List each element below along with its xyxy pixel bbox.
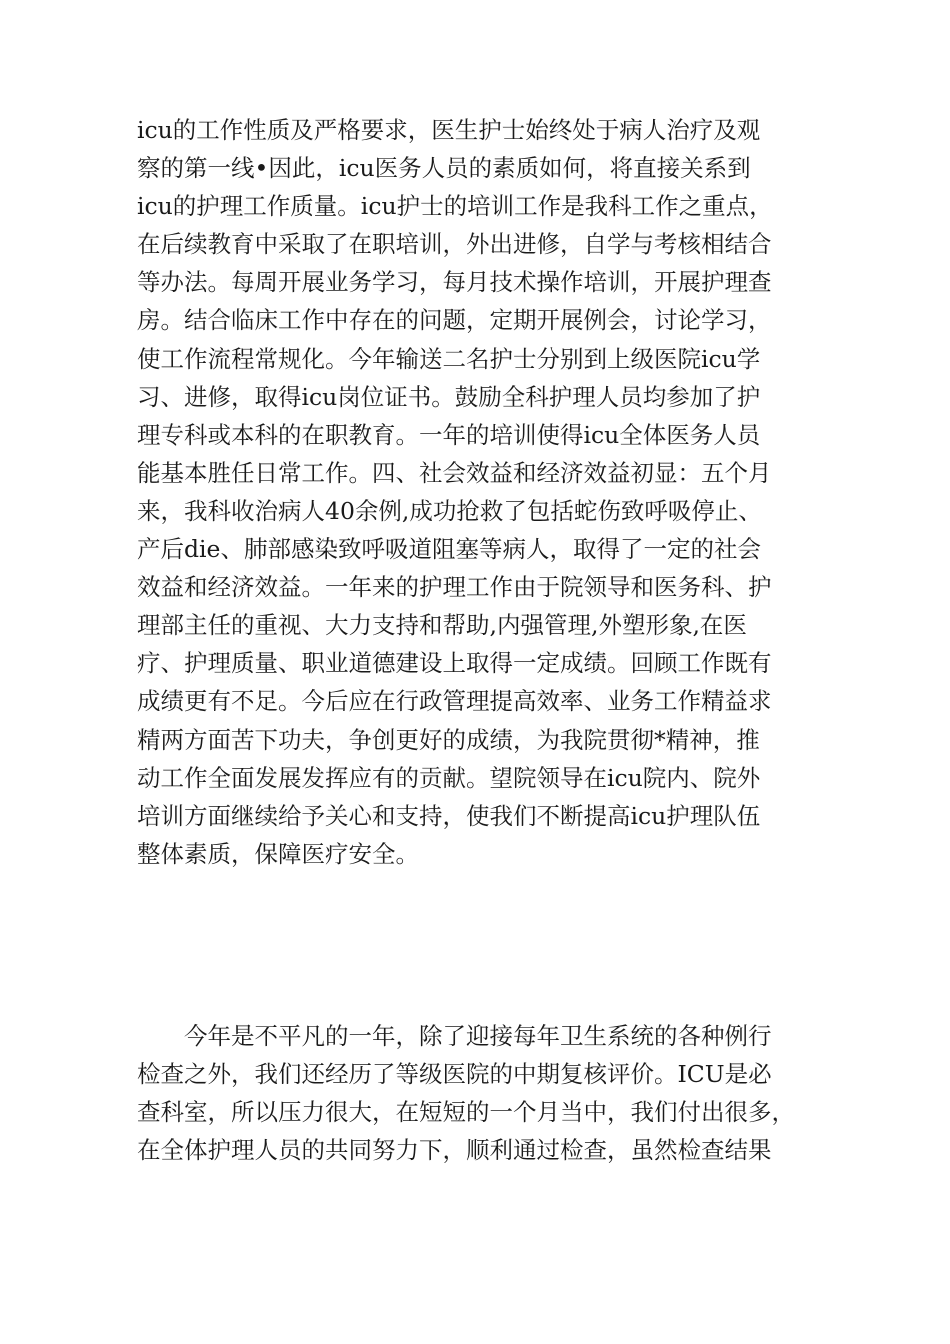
text-line: 整体素质，保障医疗安全。 [137, 839, 419, 868]
text-line: 来，我科收治病人40余例,成功抢救了包括蛇伤致呼吸停止、 [137, 496, 762, 525]
text-line: 检查之外，我们还经历了等级医院的中期复核评价。ICU是必 [137, 1060, 772, 1089]
text-line: 效益和经济效益。一年来的护理工作由于院领导和医务科、护 [137, 573, 772, 602]
text-line: 使工作流程常规化。今年输送二名护士分别到上级医院icu学 [137, 344, 761, 373]
text-line: 产后die、肺部感染致呼吸道阻塞等病人，取得了一定的社会 [137, 535, 761, 564]
text-line: 理部主任的重视、大力支持和帮助,内强管理,外塑形象,在医 [137, 611, 747, 640]
text-line: 能基本胜任日常工作。四、社会效益和经济效益初显：五个月 [137, 458, 772, 487]
text-line: icu的护理工作质量。icu护士的培训工作是我科工作之重点， [137, 192, 773, 221]
text-line: 查科室，所以压力很大，在短短的一个月当中，我们付出很多， [137, 1098, 795, 1127]
text-line: 成绩更有不足。今后应在行政管理提高效率、业务工作精益求 [137, 687, 772, 716]
text-line: 房。结合临床工作中存在的问题，定期开展例会，讨论学习， [137, 306, 772, 335]
text-line: 等办法。每周开展业务学习，每月技术操作培训，开展护理查 [137, 268, 772, 297]
text-line: icu的工作性质及严格要求，医生护士始终处于病人治疗及观 [137, 116, 761, 144]
text-line: 在全体护理人员的共同努力下，顺利通过检查，虽然检查结果 [137, 1136, 772, 1165]
text-line: 培训方面继续给予关心和支持，使我们不断提高icu护理队伍 [137, 801, 761, 830]
text-line: 在后续教育中采取了在职培训，外出进修，自学与考核相结合 [137, 230, 772, 259]
text-line: 疗、护理质量、职业道德建设上取得一定成绩。回顾工作既有 [137, 649, 772, 678]
text-line: 察的第一线•因此，icu医务人员的素质如何，将直接关系到 [137, 154, 751, 183]
text-line: 动工作全面发展发挥应有的贡献。望院领导在icu院内、院外 [137, 763, 761, 792]
text-line: 精两方面苦下功夫，争创更好的成绩，为我院贯彻*精神，推 [137, 725, 760, 754]
paragraph-2 [137, 1017, 837, 1169]
text-line: 理专科或本科的在职教育。一年的培训使得icu全体医务人员 [137, 420, 761, 449]
paragraph-1 [137, 111, 837, 873]
text-line: 习、进修，取得icu岗位证书。鼓励全科护理人员均参加了护 [137, 382, 761, 411]
text-line-indented: 今年是不平凡的一年，除了迎接每年卫生系统的各种例行 [184, 1022, 772, 1050]
